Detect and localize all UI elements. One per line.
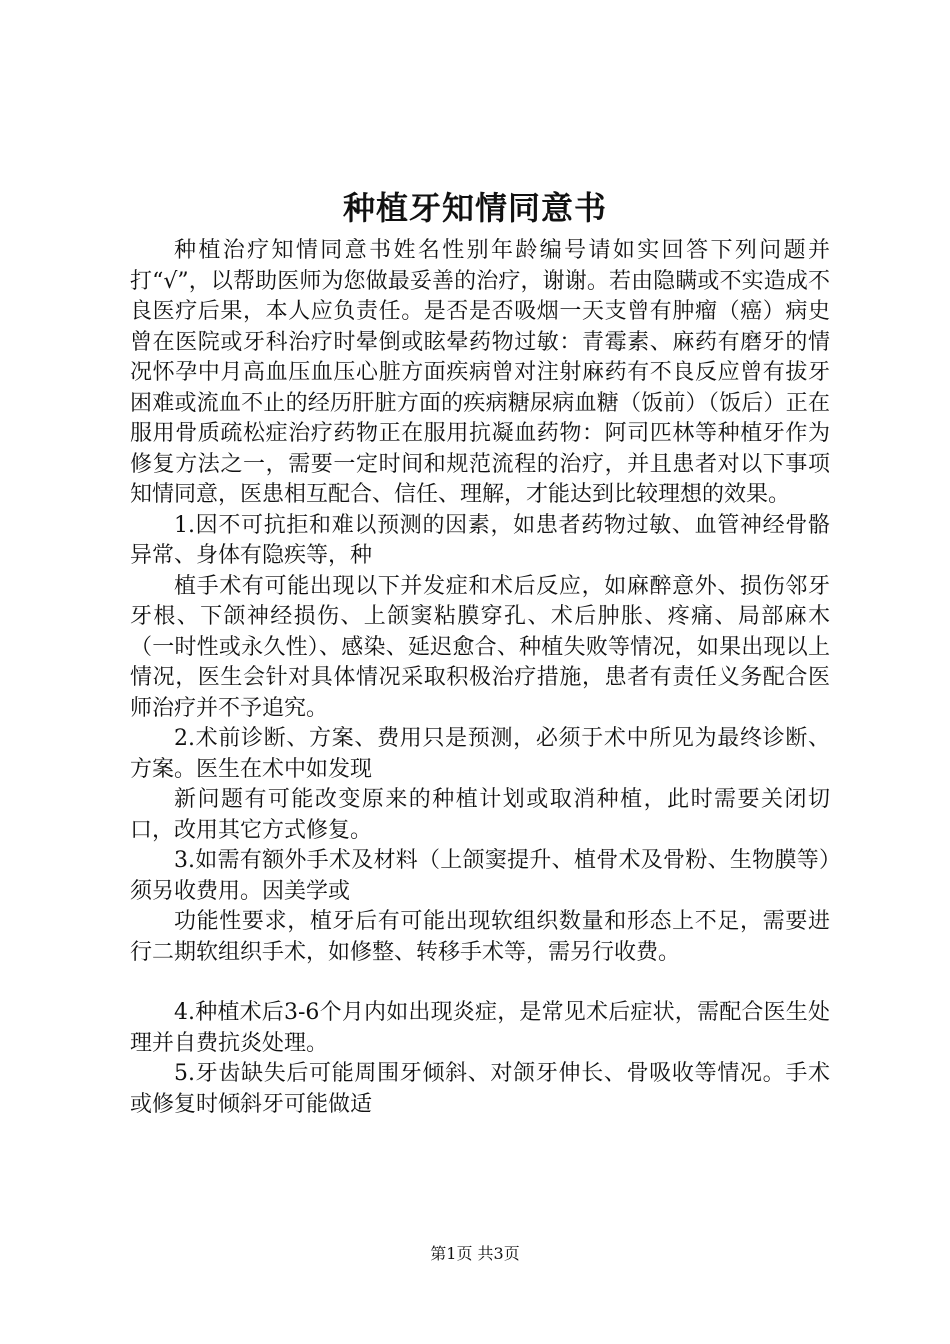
item-2-paragraph: 2.术前诊断、方案、费用只是预测，必须于术中所见为最终诊断、方案。医生在术中如发现 [130,726,830,782]
item-3-continued-paragraph: 功能性要求，植牙后有可能出现软组织数量和形态上不足，需要进行二期软组织手术，如修整、转移手术等，需另行收费。 [130,909,830,965]
document-title: 种植牙知情同意书 [342,189,607,227]
intro-paragraph: 种植治疗知情同意书姓名性别年龄编号请如实回答下列问题并打“√”，以帮助医师为您做最妥善的治疗，谢谢。若由隐瞒或不实造成不良医疗后果，本人应负责任。是否是否吸烟一天支曾有肿瘤（癌）病史曾在医院或牙科治疗时晕倒或眩晕药物过敏：青霉素、麻药有磨牙的情况怀孕中月高血压血压心脏方面疾病曾对注射麻药有不良反应曾有拔牙困难或流血不止的经历肝脏方面的疾病糖尿病血糖（饭前）（饭后）正在服用骨质疏松症治疗药物正在服用抗凝血药物：阿司匹林等种植牙作为修复方法之一，需要一定时间和规范流程的治疗，并且患者对以下事项知情同意，医患相互配合、信任、理解，才能达到比较理想的效果。 [130,238,830,507]
item-1-paragraph: 1.因不可抗拒和难以预测的因素，如患者药物过敏、血管神经骨骼异常、身体有隐疾等，种 [130,512,830,568]
item-5-paragraph: 5.牙齿缺失后可能周围牙倾斜、对颌牙伸长、骨吸收等情况。手术或修复时倾斜牙可能做适 [130,1061,830,1117]
item-3-paragraph: 3.如需有额外手术及材料（上颌窦提升、植骨术及骨粉、生物膜等）须另收费用。因美学或 [130,848,830,904]
page-number-footer: 第1页 共3页 [430,1244,520,1263]
item-2-continued-paragraph: 新问题有可能改变原来的种植计划或取消种植，此时需要关闭切口，改用其它方式修复。 [130,787,830,843]
document-body [130,236,830,1120]
item-1-continued-paragraph: 植手术有可能出现以下并发症和术后反应，如麻醉意外、损伤邻牙牙根、下颌神经损伤、上颌窦粘膜穿孔、术后肿胀、疼痛、局部麻木（一时性或永久性）、感染、延迟愈合、种植失败等情况，如果出现以上情况，医生会针对具体情况采取积极治疗措施，患者有责任义务配合医师治疗并不予追究。 [130,573,830,721]
item-4-paragraph: 4.种植术后3-6个月内如出现炎症，是常见术后症状，需配合医生处理并自费抗炎处理。 [130,1000,830,1056]
